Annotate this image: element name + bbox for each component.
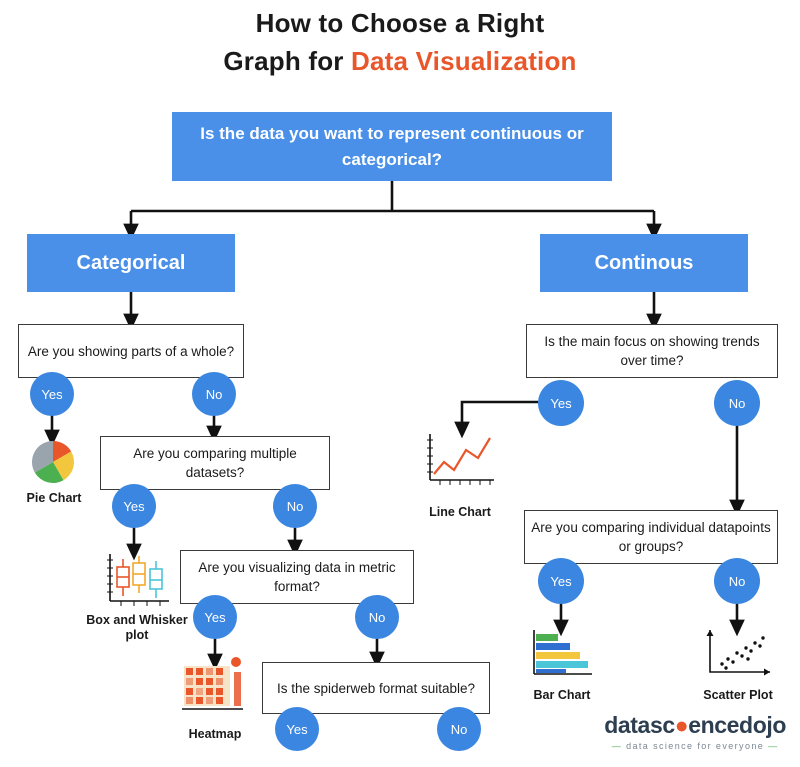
answer-yes-multiple-datasets[interactable]: Yes xyxy=(112,484,156,528)
brand-name-part-b: encedojo xyxy=(688,712,786,738)
answer-yes-trends[interactable]: Yes xyxy=(538,380,584,426)
title-line-2-accent: Data Visualization xyxy=(351,46,577,76)
brand-dash-right-icon: — xyxy=(768,741,779,751)
answer-no-multiple-datasets[interactable]: No xyxy=(273,484,317,528)
leaf-label-pie-chart: Pie Chart xyxy=(26,491,82,505)
brand-logo xyxy=(604,712,786,751)
question-multiple-datasets: Are you comparing multiple datasets? xyxy=(100,436,330,490)
brand-name-part-a: datasc xyxy=(604,712,675,738)
leaf-label-box-whisker: Box and Whisker plot xyxy=(86,613,188,642)
branch-categorical: Categorical xyxy=(27,234,235,292)
answer-no-individual[interactable]: No xyxy=(714,558,760,604)
title-line-2 xyxy=(0,42,800,80)
question-individual-or-groups: Are you comparing individual datapoints or groups? xyxy=(524,510,778,564)
question-trends-over-time: Is the main focus on showing trends over time? xyxy=(526,324,778,378)
box-whisker-icon xyxy=(101,551,173,611)
line-chart-icon xyxy=(420,430,500,492)
pie-chart-icon xyxy=(22,438,84,488)
bar-chart-icon xyxy=(526,628,598,684)
answer-yes-metric-format[interactable]: Yes xyxy=(193,595,237,639)
answer-yes-parts-of-whole[interactable]: Yes xyxy=(30,372,74,416)
question-parts-of-whole: Are you showing parts of a whole? xyxy=(18,324,244,378)
page-title xyxy=(0,4,800,80)
answer-no-trends[interactable]: No xyxy=(714,380,760,426)
answer-no-spiderweb[interactable]: No xyxy=(437,707,481,751)
brand-name xyxy=(604,712,786,739)
title-line-2-plain: Graph for xyxy=(223,46,352,76)
leaf-label-scatter-plot: Scatter Plot xyxy=(703,688,773,702)
answer-no-metric-format[interactable]: No xyxy=(355,595,399,639)
leaf-label-heatmap: Heatmap xyxy=(188,727,242,741)
title-line-1: How to Choose a Right xyxy=(255,8,545,38)
question-metric-format: Are you visualizing data in metric format? xyxy=(180,550,414,604)
leaf-label-line-chart: Line Chart xyxy=(429,505,491,519)
leaf-label-bar-chart: Bar Chart xyxy=(533,688,591,702)
question-spiderweb: Is the spiderweb format suitable? xyxy=(262,662,490,714)
brand-tagline-text: data science for everyone xyxy=(626,741,765,751)
brand-tagline xyxy=(604,741,786,751)
brand-dot-icon: ● xyxy=(674,712,689,738)
answer-yes-individual[interactable]: Yes xyxy=(538,558,584,604)
scatter-plot-icon xyxy=(700,626,776,684)
heatmap-icon xyxy=(179,656,251,718)
branch-continuous: Continous xyxy=(540,234,748,292)
answer-yes-spiderweb[interactable]: Yes xyxy=(275,707,319,751)
answer-no-parts-of-whole[interactable]: No xyxy=(192,372,236,416)
root-question: Is the data you want to represent continuous or categorical? xyxy=(172,112,612,181)
brand-dash-left-icon: — xyxy=(611,741,623,751)
